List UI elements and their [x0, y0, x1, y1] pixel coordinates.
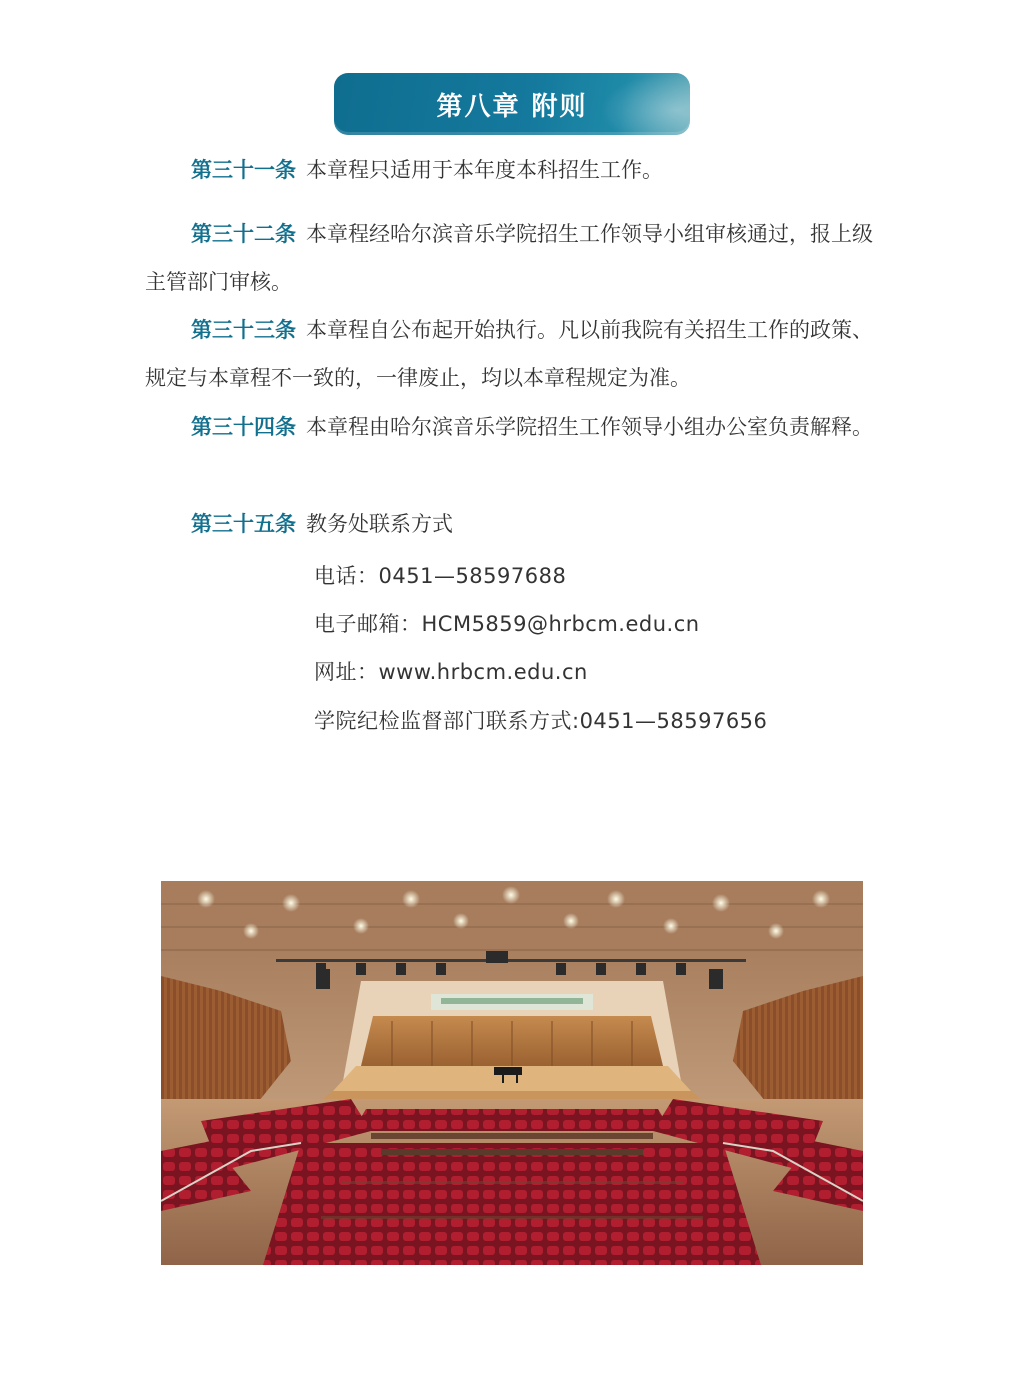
concert-hall-photo	[161, 881, 863, 1265]
article-text: 本章程只适用于本年度本科招生工作。	[306, 158, 663, 182]
article-34	[145, 403, 885, 451]
chapter-banner	[334, 73, 690, 135]
article-text: 本章程经哈尔滨音乐学院招生工作领导小组审核通过，报上级主管部门审核。	[145, 222, 873, 294]
article-number: 第三十三条	[191, 318, 296, 342]
article-35	[145, 500, 885, 548]
contact-phone: 电话：0451—58597688	[314, 564, 567, 588]
article-31	[145, 146, 885, 194]
article-text: 本章程由哈尔滨音乐学院招生工作领导小组办公室负责解释。	[306, 415, 873, 439]
contact-email: 电子邮箱：HCM5859@hrbcm.edu.cn	[314, 612, 700, 636]
article-32	[145, 210, 875, 306]
article-number: 第三十一条	[191, 158, 296, 182]
article-number: 第三十四条	[191, 415, 296, 439]
article-number: 第三十五条	[191, 512, 296, 536]
article-text: 本章程自公布起开始执行。凡以前我院有关招生工作的政策、规定与本章程不一致的，一律废止，均以本章程规定为准。	[145, 318, 873, 390]
chapter-title: 第八章 附则	[436, 91, 588, 122]
article-33	[145, 306, 885, 402]
article-number: 第三十二条	[191, 222, 296, 246]
contact-website: 网址：www.hrbcm.edu.cn	[314, 660, 588, 684]
article-text: 教务处联系方式	[306, 512, 453, 536]
contact-discipline: 学院纪检监督部门联系方式:0451—58597656	[314, 709, 768, 733]
